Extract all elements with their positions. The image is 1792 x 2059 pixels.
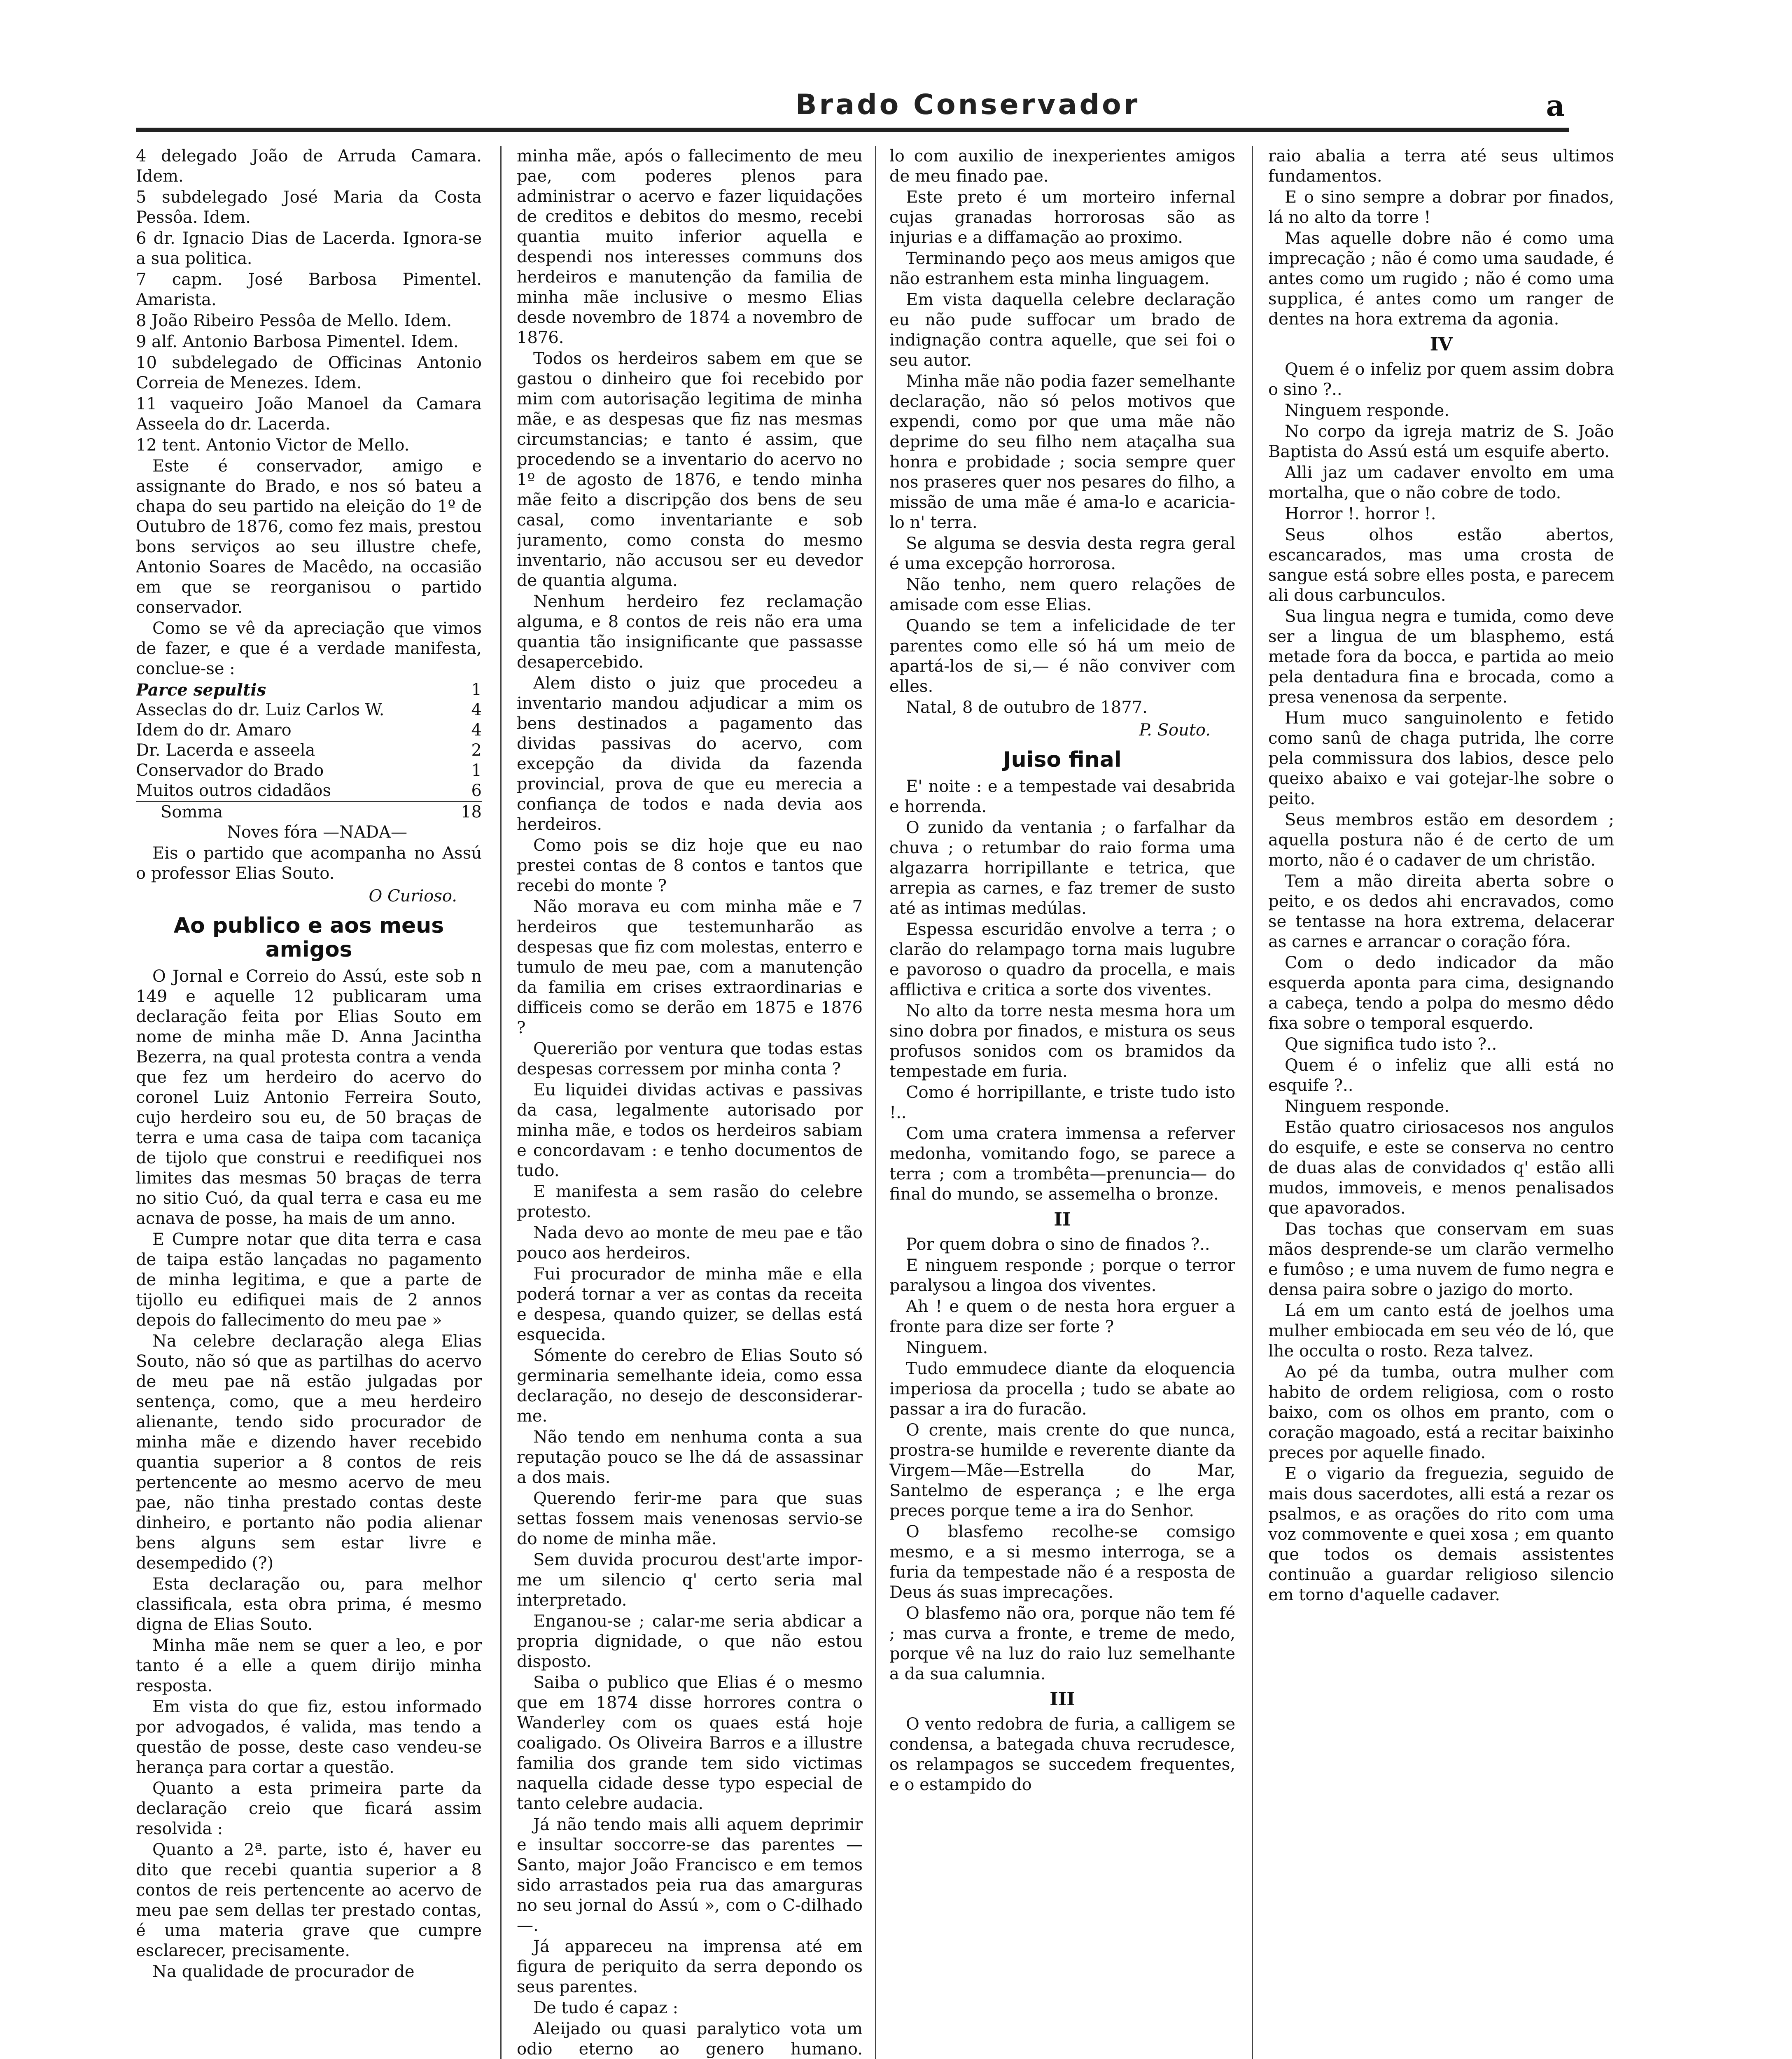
paragraph: No corpo da igreja matriz de S. João Baptista do Assú está um esquife aberto. [1268,422,1614,461]
paragraph: Tudo emmudece diante da eloquencia imperiosa da procella ; tudo se abate ao passar a ira do furacão. [889,1359,1235,1419]
paragraph: Ninguem responde. [1285,401,1449,420]
masthead-title: Brado Conservador [795,89,1140,121]
column-rule [875,146,876,2059]
paragraph: Já não tendo mais alli aquem deprimir e insultar soccorre-se das parentes —Santo, major João Francisco e em temos sido arrastados peia rua das amarguras no seu jornal do Assú », com o C-dilhado—. [517,1815,863,1935]
paragraph: Na celebre declaração alega Elias Souto, não só que as partilhas do acervo de meu pae nã estão julgadas por sentença, como, que a meu herdeiro alienante, tendo sido procurador de minha mãe e dizendo haver recebido quantia superior a 8 contos de reis pertencente ao mesmo acervo de meu pae, não tinha prestado contas deste dinheiro, e portanto não podia alienar bens alguns sem estar livre e desempedido (?) [136,1332,482,1573]
dateline: Natal, 8 de outubro de 1877. [906,698,1148,717]
tally-row [136,680,482,700]
list-line: 12 tent. Antonio Victor de Mello. [136,436,410,455]
paragraph: Tem a mão direita aberta sobre o peito, e os dedos ahi encravados, como se tentasse na hora extrema, delacerar as carnes e arrancar o coração fóra. [1268,872,1614,951]
list-line: 4 delegado João de Arruda Camara. Idem. [136,147,482,186]
tally-value: 6 [471,781,482,800]
paragraph: Já appareceu na imprensa até em figura de periquito da serra depondo os seus parentes. [517,1937,863,1996]
signature: P. Souto. [1139,721,1211,740]
paragraph: Saiba o publico que Elias é o mesmo que em 1874 disse horrores contra o Wanderley com os quaes está hoje coaligado. Os Oliveira Barros e a illustre familia dos grande tem sido victimas naquella cidade desse typo especial de tanto celebre audacia. [517,1673,863,1813]
paragraph: Em vista daquella celebre declaração eu não pude suffocar um brado de indignação contra aquelle, que sei foi o seu autor. [889,290,1235,370]
paragraph: Quererião por ventura que todas estas despesas corressem por minha conta ? [517,1039,863,1079]
paragraph: Seus membros estão em desordem ; aquella postura não é de certo de um morto, não é o cadaver de um christão. [1268,810,1614,870]
paragraph: Em vista do que fiz, estou informado por advogados, é valida, mas tendo a questão de posse, deste caso vendeu-se herança para cortar a questão. [136,1697,482,1777]
paragraph: Sua lingua negra e tumida, como deve ser a lingua de um blasphemo, está metade fora da bocca, e partida ao meio pela dentadura fina e brocada, como a presa venenosa da serpente. [1268,607,1614,707]
section-numeral: IV [1430,334,1453,355]
tally-value: 4 [471,721,482,740]
paragraph: Terminando peço aos meus amigos que não estranhem esta minha linguagem. [889,249,1235,288]
paragraph: Não morava eu com minha mãe e 7 herdeiros que testemunharão as despesas que fiz com molestas, enterro e tumulo de meu pae, com a manutenção da familia em crises extraordinarias e difficeis como se derão em 1875 e 1876 ? [517,897,863,1037]
list-line: 5 subdelegado José Maria da Costa Pessôa. Idem. [136,188,482,227]
page-marker: a [1546,89,1565,123]
paragraph: Alem disto o juiz que procedeu a inventario mandou adjudicar a mim os bens destinados a pagamento das dividas passivas do acervo, com excepção da divida da fazenda provincial, prova de que eu merecia a confiança de todos e nada devia aos herdeiros. [517,674,863,834]
list-line: 10 subdelegado de Officinas Antonio Correia de Menezes. Idem. [136,353,482,392]
paragraph: Minha mãe não podia fazer semelhante declaração, não só pelos motivos que expendi, como por que uma mãe não deprime do seu filho nem ataçalha sua honra e probidade ; socia sempre quer nos praseres quer nos pesares do filho, a missão de uma mãe é ama-lo e acaricia-lo n' terra. [889,372,1235,532]
paragraph: Se alguma se desvia desta regra geral é uma excepção horrorosa. [889,534,1235,573]
paragraph: Como pois se diz hoje que eu nao prestei contas de 8 contos e tantos que recebi do monte ? [517,836,863,895]
paragraph: E o sino sempre a dobrar por finados, lá no alto da torre ! [1268,188,1614,227]
paragraph: No alto da torre nesta mesma hora um sino dobra por finados, e mistura os seus profusos sonidos com os bramidos da tempestade em furia. [889,1001,1235,1081]
paragraph: Esta declaração ou, para melhor classificala, esta obra prima, é mesmo digna de Elias Souto. [136,1575,482,1634]
columns [136,146,1614,2059]
column-4 [1268,146,1614,2059]
paragraph: Sem duvida procurou dest'arte impor-me um silencio q' certo seria mal interpretado. [517,1550,863,1610]
paragraph: Quanto a 2ª. parte, isto é, haver eu dito que recebi quantia superior a 8 contos de reis pertencente ao acervo de meu pae sem dellas ter prestado contas, é uma materia grave que cumpre esclarecer, precisamente. [136,1840,482,1960]
paragraph: Mas aquelle dobre não é como uma imprecação ; não é como uma saudade, é antes como um rugido ; não é como uma supplica, é antes como um ranger de dentes na hora extrema da agonia. [1268,229,1614,329]
paragraph: Não tendo em nenhuma conta a sua reputação pouco se lhe dá de assassinar a dos mais. [517,1428,863,1487]
paragraph: minha mãe, após o fallecimento de meu pae, com poderes plenos para administrar o acervo e fazer liquidações de creditos e debitos do mesmo, recebi quantia muito inferior aquella e despendi nos interesses communs dos herdeiros e manutenção da familia de minha mãe inclusive o mesmo Elias desde novembro de 1874 a novembro de 1876. [517,147,863,347]
tally-label: Conservador do Brado [136,761,324,780]
tally-sum-row [136,802,482,823]
tally-label: Asseclas do dr. Luiz Carlos W. [136,700,385,719]
tally-label: Muitos outros cidadãos [136,781,331,800]
list-line: 9 alf. Antonio Barbosa Pimentel. Idem. [136,332,459,351]
column-1 [136,146,482,2059]
paragraph: O Jornal e Correio do Assú, este sob n 149 e aquelle 12 publicaram uma declaração feita por Elias Souto em nome de minha mãe D. Anna Jacintha Bezerra, na qual protesta contra a venda que fez um herdeiro do acervo do coronel Luiz Antonio Ferreira Souto, cujo herdeiro sou eu, de 50 braças de terra e uma casa de taipa com tacaniça de tijolo que construi e reedifiquei nos limites das mesmas 50 braças de terra no sitio Cuó, da qual terra e casa eu me acnava de posse, ha mais de um anno. [136,967,482,1228]
paragraph: Lá em um canto está de joelhos uma mulher embiocada em seu véo de ló, que lhe occulta o rosto. Reza talvez. [1268,1301,1614,1361]
paragraph: O vento redobra de furia, a calligem se condensa, a bategada chuva recrudesce, os relampagos se succedem frequentes, e o estampido do [889,1715,1235,1794]
paragraph: Todos os herdeiros sabem em que se gastou o dinheiro que foi recebido por mim com autorisação legitima de minha mãe, e as despesas que fiz nas mesmas circumstancias; e tanto é assim, que procedendo se a inventario do acervo no 1º de agosto de 1876, e tendo minha mãe feito a discripção dos bens de seu casal, como inventariante e sob juramento, como consta do mesmo inventario, não accusou ser eu devedor de quantia alguma. [517,349,863,590]
tally-value: 1 [471,680,482,699]
list-line: 11 vaqueiro João Manoel da Camara Asseela do dr. Lacerda. [136,395,482,434]
paragraph: Por quem dobra o sino de finados ?.. [906,1235,1210,1254]
list-line: 7 capm. José Barbosa Pimentel. Amarista. [136,270,482,309]
paragraph: E Cumpre notar que dita terra e casa de taipa estão lançadas no pagamento de minha legitima, e que a parte de tijollo eu edifiquei mais de 2 annos depois do fallecimento do meu pae » [136,1230,482,1330]
paragraph: Alli jaz um cadaver envolto em uma mortalha, que o não cobre de todo. [1268,463,1614,502]
paragraph: Espessa escuridão envolve a terra ; o clarão do relampago torna mais lugubre e pavoroso o quadro da procella, e mais afflictiva e critica a sorte dos viventes. [889,920,1235,999]
paragraph: E manifesta a sem rasão do celebre protesto. [517,1182,863,1221]
paragraph: Eu liquidei dividas activas e passivas da casa, legalmente autorisado por minha mãe, e todos os herdeiros sabiam e concordavam : e tenho documentos de tudo. [517,1081,863,1180]
tally-table [136,680,482,822]
paragraph: Horror !. horror !. [1285,504,1436,523]
tally-value: 2 [471,741,482,760]
paragraph: Ao pé da tumba, outra mulher com habito de ordem religiosa, com o rosto baixo, com os olhos em pranto, com o coração magoado, está a recitar baixinho preces por aquelle finado. [1268,1363,1614,1462]
column-2 [517,146,863,2059]
paragraph: E ninguem responde ; porque o terror paralysou a lingoa dos viventes. [889,1256,1235,1295]
paragraph: Hum muco sanguinolento e fetido como sanû de chaga putrida, lhe corre pela commissura dos labios, desce pelo queixo abaixo e vai gotejar-lhe sobre o peito. [1268,709,1614,808]
paragraph: Seus olhos estão abertos, escancarados, mas uma crosta de sangue está sobre elles posta, e parecem ali dous carbunculos. [1268,525,1614,605]
paragraph: Aleijado ou quasi paralytico vota um odio eterno ao genero humano. [517,2019,863,2059]
paragraph: Quando se tem a infelicidade de ter parentes como elle só há um meio de apartá-los de si,— é não conviver com elles. [889,616,1235,696]
masthead [136,89,1569,132]
list-line: 8 João Ribeiro Pessôa de Mello. Idem. [136,311,452,330]
paragraph: O blasfemo recolhe-se comsigo mesmo, e a si mesmo interroga, se a furia da tempestade não é a resposta de Deus ás suas imprecações. [889,1522,1235,1602]
sum-value: 18 [457,802,482,823]
paragraph: Minha mãe nem se quer a leo, e por tanto é a elle a quem dirijo minha resposta. [136,1636,482,1695]
section-numeral: III [1050,1689,1075,1710]
paragraph: Quanto a esta primeira parte da declaração creio que ficará assim resolvida : [136,1779,482,1838]
paragraph: Eis o partido que acompanha no Assú o professor Elias Souto. [136,844,482,883]
paragraph: Com uma cratera immensa a referver medonha, vomitando fogo, se parece a terra ; com a trombêta—prenuncia— do final do mundo, se assemelha o bronze. [889,1124,1235,1204]
paragraph: Ninguem responde. [1285,1097,1449,1116]
paragraph: Com o dedo indicador da mão esquerda aponta para cima, designando a cabeça, tendo a polpa do mesmo dêdo fixa sobre o temporal esquerdo. [1268,953,1614,1033]
paragraph: Não tenho, nem quero relações de amisade com esse Elias. [889,575,1235,614]
list-line: 6 dr. Ignacio Dias de Lacerda. Ignora-se a sua politica. [136,229,482,268]
paragraph: Que significa tudo isto ?.. [1285,1035,1497,1054]
paragraph: O zunido da ventania ; o farfalhar da chuva ; o retumbar do raio forma uma algazarra horripillante e tetrica, que arrepia as carnes, e faz tremer de susto até as intimas medúlas. [889,818,1235,918]
paragraph: lo com auxilio de inexperientes amigos de meu finado pae. [889,147,1235,186]
paragraph: Como se vê da apreciação que vimos de fazer, e que é a verdade manifesta, conclue-se : [136,619,482,678]
paragraph: Das tochas que conservam em suas mãos desprende-se um clarão vermelho e fumôso ; e uma nuvem de fumo negra e densa paira sobre o jazigo do morto. [1268,1220,1614,1299]
paragraph: E o vigario da freguezia, seguido de mais dous sacerdotes, alli está a rezar os psalmos, e as orações do rito com uma voz commovente e quei xosa ; em quanto que todos os demais assistentes continuão a guardar religioso silencio em torno d'aquelle cadaver. [1268,1464,1614,1604]
paragraph: Este é conservador, amigo e assignante do Brado, e nos só bateu a chapa do seu partido na eleição do 1º de Outubro de 1876, como fez mais, prestou bons serviços ao seu illustre chefe, Antonio Soares de Macêdo, na occasião em que se reorganisou o partido conservador. [136,457,482,617]
tally-value: 1 [471,761,482,780]
noves-line: Noves fóra —NADA— [226,823,407,842]
paragraph: Quem é o infeliz por quem assim dobra o sino ?.. [1268,360,1614,399]
tally-row [136,781,482,802]
paragraph: Fui procurador de minha mãe e ella poderá tornar a ver as contas da receita e despesa, quando quizer, se dellas está esquecida. [517,1265,863,1344]
tally-label: Idem do dr. Amaro [136,721,292,740]
tally-value: 4 [471,700,482,719]
paragraph: Quem é o infeliz que alli está no esquife ?.. [1268,1056,1614,1095]
paragraph: Estão quatro ciriosacesos nos angulos do esquife, e este se conserva no centro de duas alas de convidados q' estão alli mudos, immoveis, e menos penalisados que apavorados. [1268,1118,1614,1218]
paragraph: Ah ! e quem o de nesta hora erguer a fronte para dize ser forte ? [889,1297,1235,1336]
paragraph: Na qualidade de procurador de [152,1962,415,1981]
paragraph: Sómente do cerebro de Elias Souto só germinaria semelhante ideia, como essa declaração, no desejo de desconsiderar-me. [517,1346,863,1426]
column-rule [1252,146,1253,2059]
article-heading: Juiso final [1003,747,1122,772]
tally-label: Dr. Lacerda e asseela [136,741,315,760]
paragraph: Como é horripillante, e triste tudo isto !.. [889,1083,1235,1122]
paragraph: Querendo ferir-me para que suas settas fossem mais venenosas servio-se do nome de minha mãe. [517,1489,863,1548]
tally-row [136,720,482,740]
paragraph: De tudo é capaz : [533,1998,679,2017]
tally-row [136,761,482,781]
paragraph: O blasfemo não ora, porque não tem fé ; mas curva a fronte, e treme de medo, porque vê na luz do raio luz semelhante a da sua calumnia. [889,1604,1235,1683]
paragraph: Este preto é um morteiro infernal cujas granadas horrorosas são as injurias e a diffamação ao proximo. [889,188,1235,247]
paragraph: Nenhum herdeiro fez reclamação alguma, e 8 contos de reis não era uma quantia tão insignificante que passasse desapercebido. [517,592,863,672]
tally-label: Parce sepultis [136,680,266,700]
paragraph: Enganou-se ; calar-me seria abdicar a propria dignidade, o que não estou disposto. [517,1612,863,1671]
paragraph: raio abalia a terra até seus ultimos fundamentos. [1268,147,1614,186]
column-rule [500,146,502,2059]
section-numeral: II [1054,1209,1071,1230]
tally-row [136,700,482,720]
paragraph: Ninguem. [906,1338,988,1357]
column-3 [889,146,1235,2059]
paragraph: E' noite : e a tempestade vai desabrida e horrenda. [889,777,1235,816]
sum-label: Somma [136,802,457,823]
article-heading: Ao publico e aos meus amigos [173,913,444,962]
paragraph: O crente, mais crente do que nunca, prostra-se humilde e reverente diante da Virgem—Mãe—Estrella do Mar, Santelmo de esperança ; e lhe erga preces porque teme a ira do Senhor. [889,1421,1235,1520]
signature: O Curioso. [369,887,457,906]
tally-row [136,740,482,761]
paragraph: Nada devo ao monte de meu pae e tão pouco aos herdeiros. [517,1223,863,1263]
